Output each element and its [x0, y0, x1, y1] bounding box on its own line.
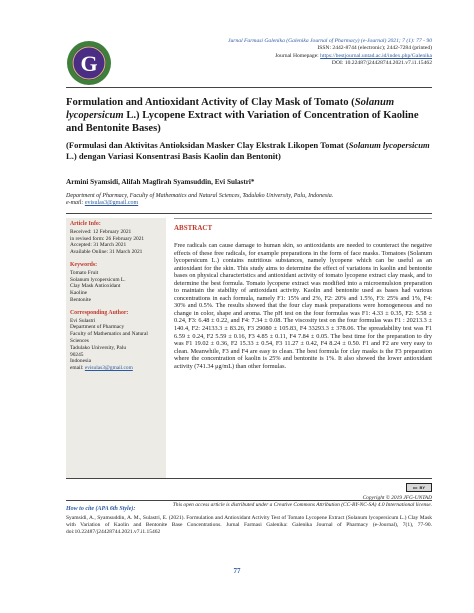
page-number: 77 — [233, 567, 241, 575]
title-id-part: L.) dengan Variasi Konsentrasi Basis Kaolin dan Bentonit) — [66, 150, 281, 161]
article-title — [66, 96, 432, 135]
title-species: Solanum lycopersicum — [66, 97, 395, 121]
corresponding-author-line: Evi Sulastri — [70, 317, 96, 324]
corresponding-author-line: 90245 — [70, 351, 84, 358]
journal-header — [66, 38, 432, 88]
how-to-cite-text: Syamsidi, A., Syamsuddin, A. M., Sulastri, E. (2021). Formulation and Antioxidant Activity Test of Tomato Lycopene Extract (Solanum lycopersicum L.) Clay Mask with Variation of Kaolin and Bentonite Base Concentrations. Jurnal Farmasi Galenika: Galenika Journal of Pharmacy (e-Journal), 7(1), 77-90. doi:10.22487/j24428744.2021.v7.i1.15462 — [66, 515, 432, 535]
cc-license-badge-icon[interactable] — [406, 483, 432, 492]
article-info-sidebar — [66, 218, 166, 478]
keyword-item: Kaoline — [70, 290, 88, 297]
article-info-line: Received: 12 February 2021 — [70, 228, 132, 235]
abstract-text: Free radicals can cause damage to human skin, so antioxidants are needed to counteract the negative effects of these free radicals, for example preparations in the form of face masks. Tomatoes (Solanum lycopersicum L.) contains nutritious substances, namely lycopene which can be useful as an antioxidant for the skin. This study aims to determine the effect of variations in kaolin and bentonite bases on physical characteristics and antioxidant activity of tomato lycopene extract clay mask, and to determine the best formula. Tomato lycopene extract was modified into a microemulsion preparation to maintain the stability of antioxidant activity. Kaolin and bentonite used as bases had various concentrations in each formula, namely F1: 15% and 2%, F2: 20% and 1.5%, F3: 25% and 1%, F4: 30% and 0.5%. The results showed that the four clay mask preparations were homogeneous and no change in color, shape and aroma. The pH test on the four formulas was F1: 4.33 ± 0.35, F2: 5.58 ± 0.24, F3: 6.48 ± 0.22, and F4: 7.34 ± 0.08. The viscosity test on the four formulas was F1 : 20213.3 ± 140.4, F2: 24133.3 ± 83.26, F3 29080 ± 105.83, F4 33293.3 ± 378.06. The spreadability test was F1 6.59 ± 0.24, F2 5.59 ± 0.16, F3 4.85 ± 0.11, F4 7.84 ± 0.05. The best time for the preparation to dry was F1 19.02 ± 0.36, F2 15.33 ± 0.54, F3 11.27 ± 0.42, F4 8.24 ± 0.50. F1 and F2 are very easy to clean. Meanwhile, F3 and F4 are easy to clean. The best formula for clay masks is the F3 preparation where the concentration of kaolin is 25% and bentonite is 1%. It also showed the lower antioxidant activity (741.34 μg/mL) than other formulas. — [174, 242, 432, 370]
journal-name: Jurnal Farmasi Galenika (Galenika Journal of Pharmacy) (e-Journal) 2021; 7 (1): 77 - 90 — [228, 38, 432, 44]
journal-logo-icon — [66, 40, 112, 86]
logo-letter: G — [80, 51, 98, 76]
homepage-link[interactable]: https://bestjournal.untad.ac.id/index.php/Galenika — [320, 52, 432, 59]
keywords-block — [70, 262, 162, 304]
corresponding-author-line: Indonesia — [70, 358, 91, 365]
license-section — [66, 478, 432, 508]
journal-doi: DOI: 10.22487/j24428744.2021.v7.i1.15462 — [331, 60, 432, 67]
article-info-heading: Article Info: — [70, 221, 101, 227]
keyword-item: Clay Mask Antioxidant — [70, 283, 121, 290]
how-to-cite-heading: How to cite (APA 6th Style): — [66, 506, 136, 512]
keyword-item: Solanum lycopersicum L. — [70, 276, 126, 283]
keyword-item: Bentonite — [70, 296, 91, 303]
title-id-species: Solanum lycopersicum — [348, 140, 430, 150]
article-title-indonesian — [66, 140, 432, 161]
corresponding-author-line: Faculty of Mathematics and Natural — [70, 331, 148, 338]
corresponding-author-block — [70, 310, 162, 372]
copyright-text: Copyright © 2019 JFG-UNTAD — [362, 495, 432, 501]
article-info-line: Accepted: 31 March 2021 — [70, 242, 127, 249]
journal-info — [228, 38, 432, 68]
affiliation-text: Department of Pharmacy, Faculty of Mathematics and Natural Sciences, Tadulako University, Palu, Indonesia. — [66, 193, 334, 199]
homepage-label: Journal Homepage: — [275, 52, 319, 59]
abstract-heading: ABSTRACT — [174, 224, 213, 232]
corresponding-email-label: email: — [70, 365, 84, 372]
email-label: e-mail: — [66, 200, 84, 207]
article-info-block — [70, 221, 162, 256]
corresponding-email-link[interactable]: evisulas3@gmail.com — [84, 365, 133, 372]
cc-badge-cc: cc — [412, 485, 418, 490]
license-statement: This open access article is distributed under a Creative Commons Attribution (CC-BY-NC-SA) 4.0 International license. — [172, 502, 432, 508]
corresponding-author-line: Sciences — [70, 337, 89, 344]
journal-issn: ISSN: 2442-8744 (electronic); 2442-7284 (printed) — [317, 45, 432, 52]
journal-homepage — [228, 53, 432, 60]
keyword-item: Tomato Fruit — [70, 269, 99, 276]
corresponding-author-heading: Corresponding Author: — [70, 309, 129, 316]
article-info-line: in revised form: 26 February 2021 — [70, 235, 145, 242]
corresponding-author-line: Tadulako University, Palu — [70, 344, 127, 351]
title-part: L.) Lycopene Extract with Variation of Concentration of Kaoline and Bentonite Bases) — [66, 110, 419, 134]
title-id-part: (Formulasi dan Aktivitas Antioksidan Masker Clay Ekstrak Likopen Tomat ( — [66, 140, 349, 150]
affiliation — [66, 193, 432, 214]
corresponding-email-line — [70, 365, 162, 372]
affiliation-email-line — [66, 200, 432, 207]
affiliation-email-link[interactable]: evisulas3@gmail.com — [84, 200, 139, 207]
authors: Armini Syamsidi, Alifah Magfirah Syamsuddin, Evi Sulastri* — [66, 178, 255, 186]
keywords-heading: Keywords: — [70, 261, 98, 268]
how-to-cite — [66, 500, 432, 536]
abstract-section — [174, 218, 432, 478]
article-info-line: Available Online: 31 March 2021 — [70, 249, 143, 256]
cc-badge-by: BY — [419, 485, 425, 490]
corresponding-author-line: Department of Pharmacy — [70, 324, 125, 331]
title-part: Formulation and Antioxidant Activity of Clay Mask of Tomato ( — [66, 97, 355, 108]
